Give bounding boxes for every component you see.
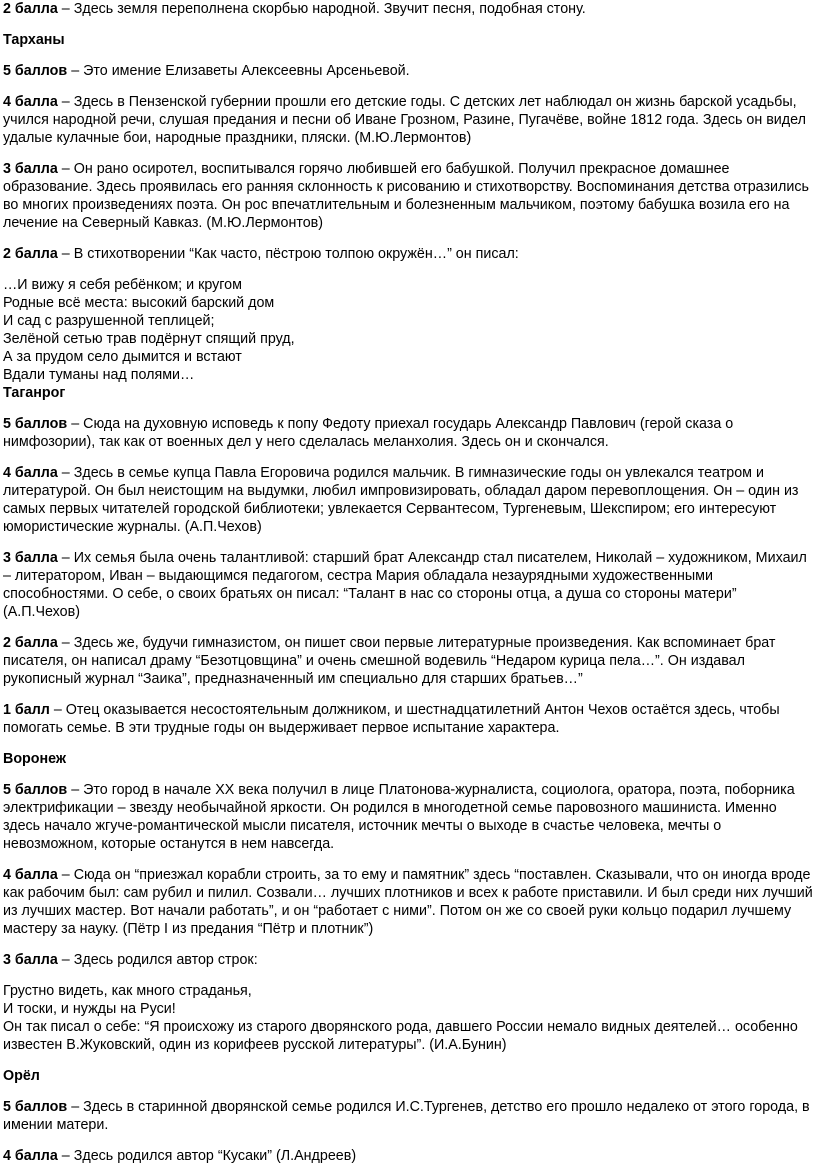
score-label: 5 баллов bbox=[3, 782, 68, 798]
clue-text: – Отец оказывается несостоятельным должником, и шестнадцатилетний Антон Чехов остаётся здесь, чтобы помогать семье. В эти трудные годы он выдерживает первое испытание характера. bbox=[3, 702, 780, 736]
clue-paragraph bbox=[3, 866, 816, 938]
clue-paragraph bbox=[3, 781, 816, 853]
clue-paragraph bbox=[3, 160, 816, 232]
clue-paragraph bbox=[3, 464, 816, 536]
clue-paragraph bbox=[3, 549, 816, 621]
score-label: 1 балл bbox=[3, 702, 50, 718]
clue-text: – Здесь в Пензенской губернии прошли его детские годы. С детских лет наблюдал он жизнь барской усадьбы, учился народной речи, слушая предания и песни об Иване Грозном, Разине, Пугачёве, войне 1812 года. Здесь он видел удалые кулачные бои, народные праздники, пляски. (М.Ю.Лермонтов) bbox=[3, 94, 806, 146]
poem-quote bbox=[3, 276, 816, 384]
section-heading: Воронеж bbox=[3, 751, 67, 767]
doc-content bbox=[3, 0, 816, 1165]
score-label: 5 баллов bbox=[3, 63, 68, 79]
poem-line: Он так писал о себе: “Я происхожу из старого дворянского рода, давшего России немало видных деятелей… особенно известен В.Жуковский, один из корифеев русской литературы”. (И.А.Бунин) bbox=[3, 1019, 798, 1053]
score-label: 2 балла bbox=[3, 1, 58, 17]
clue-text: – Здесь родился автор “Кусаки” (Л.Андреев) bbox=[57, 1148, 357, 1164]
score-label: 2 балла bbox=[3, 635, 58, 651]
clue-paragraph bbox=[3, 415, 816, 451]
score-label: 2 балла bbox=[3, 246, 58, 262]
score-label: 4 балла bbox=[3, 867, 58, 883]
clue-text: – Сюда он “приезжал корабли строить, за то ему и памятник” здесь “поставлен. Сказывали, что он иногда вроде как рабочим был: сам рубил и пилил. Созвали… лучших плотников и всех к работе приставили. И был среди них лучший из лучших мастер. Вот начали работать”, и он “работает с ними”. Потом он же со своей руки кольцо подарил лучшему мастеру за науку. (Пётр I из предания “Пётр и плотник”) bbox=[3, 867, 813, 937]
clue-paragraph bbox=[3, 0, 816, 18]
clue-text: – Их семья была очень талантливой: старший брат Александр стал писателем, Николай – художником, Михаил – литератором, Иван – выдающимся педагогом, сестра Мария обладала незаурядными художественными способностями. О себе, о своих братьях он писал: “Талант в нас со стороны отца, а душа со стороны матери” (А.П.Чехов) bbox=[3, 550, 807, 620]
score-label: 3 балла bbox=[3, 550, 58, 566]
clue-text: – Это город в начале XX века получил в лице Платонова-журналиста, социолога, оратора, поэта, поборника электрификации – звезду необычайной яркости. Он родился в многодетной семье паровозного машиниста. Именно здесь начало жгуче-романтической мысли писателя, источник мечты о выходе в счастье человека, мечты о невозможном, которые останутся в нем навсегда. bbox=[3, 782, 795, 852]
clue-paragraph bbox=[3, 951, 816, 969]
score-label: 4 балла bbox=[3, 1148, 58, 1164]
clue-paragraph bbox=[3, 93, 816, 147]
clue-text: – Сюда на духовную исповедь к попу Федоту приехал государь Александр Павлович (герой сказа о нимфозории), так как от военных дел у него сделалась меланхолия. Здесь он и скончался. bbox=[3, 416, 734, 450]
clue-paragraph bbox=[3, 634, 816, 688]
clue-paragraph bbox=[3, 701, 816, 737]
section-heading: Орёл bbox=[3, 1068, 40, 1084]
poem-line: Грустно видеть, как много страданья, bbox=[3, 983, 252, 999]
poem-line: А за прудом село дымится и встают bbox=[3, 349, 242, 365]
clue-text: – Здесь земля переполнена скорбью народной. Звучит песня, подобная стону. bbox=[57, 1, 586, 17]
poem-line: Вдали туманы над полями… bbox=[3, 367, 195, 383]
score-label: 5 баллов bbox=[3, 416, 68, 432]
clue-paragraph bbox=[3, 245, 816, 263]
clue-text: – Здесь родился автор строк: bbox=[57, 952, 258, 968]
poem-line: …И вижу я себя ребёнком; и кругом bbox=[3, 277, 242, 293]
poem-line: Родные всё места: высокий барский дом bbox=[3, 295, 275, 311]
poem-line: Зелёной сетью трав подёрнут спящий пруд, bbox=[3, 331, 295, 347]
section-heading: Тарханы bbox=[3, 32, 65, 48]
clue-text: – Здесь в старинной дворянской семье родился И.С.Тургенев, детство его прошло недалеко от этого города, в имении матери. bbox=[3, 1099, 810, 1133]
clue-text: – Здесь же, будучи гимназистом, он пишет свои первые литературные произведения. Как вспоминает брат писателя, он написал драму “Безотцовщина” и очень смешной водевиль “Недаром курица пела…”. Он издавал рукописный журнал “Заика”, предназначенный им специально для старших братьев…” bbox=[3, 635, 776, 687]
clue-text: – Это имение Елизаветы Алексеевны Арсеньевой. bbox=[67, 63, 410, 79]
clue-paragraph bbox=[3, 1147, 816, 1165]
clue-text: – Он рано осиротел, воспитывался горячо любившей его бабушкой. Получил прекрасное домашнее образование. Здесь проявилась его ранняя склонность к рисованию и стихотворству. Воспоминания детства отразились во многих произведениях поэта. Он рос впечатлительным и болезненным мальчиком, поэтому бабушка возила его на лечение на Северный Кавказ. (М.Ю.Лермонтов) bbox=[3, 161, 809, 231]
score-label: 3 балла bbox=[3, 952, 58, 968]
score-label: 4 балла bbox=[3, 94, 58, 110]
poem-quote bbox=[3, 982, 816, 1054]
clue-text: – В стихотворении “Как часто, пёстрою толпою окружён…” он писал: bbox=[57, 246, 519, 262]
poem-line: И сад с разрушенной теплицей; bbox=[3, 313, 215, 329]
clue-paragraph bbox=[3, 62, 816, 80]
score-label: 5 баллов bbox=[3, 1099, 68, 1115]
poem-line: И тоски, и нужды на Руси! bbox=[3, 1001, 176, 1017]
clue-text: – Здесь в семье купца Павла Егоровича родился мальчик. В гимназические годы он увлекался театром и литературой. Он был неистощим на выдумки, любил импровизировать, обладал даром перевоплощения. Он – один из самых первых читателей городской библиотеки; увлекается Сервантесом, Тургеневым, Шекспиром; его интересуют юмористические журналы. (А.П.Чехов) bbox=[3, 465, 799, 535]
section-heading: Таганрог bbox=[3, 385, 66, 401]
score-label: 4 балла bbox=[3, 465, 58, 481]
score-label: 3 балла bbox=[3, 161, 58, 177]
